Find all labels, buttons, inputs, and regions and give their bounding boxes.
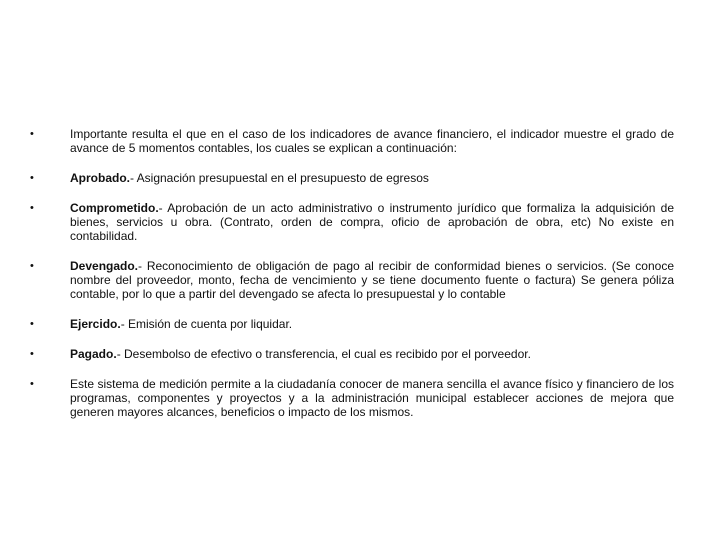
bullet-text: Importante resulta el que en el caso de los indicadores de avance financiero, el indicador muestre el grado de avance de 5 momentos contables, los cuales se explican a continuación: [70,127,674,155]
bullet-icon: • [30,172,34,184]
bullet-icon: • [30,378,34,390]
bullet-item-devengado [30,259,674,301]
bullet-item-pagado [30,347,674,361]
bullet-icon: • [30,128,34,140]
bullet-text: - Aprobación de un acto administrativo o instrumento jurídico que formaliza la adquisición de bienes, servicios u obra. (Contrato, orden de compra, oficio de aprobación de obra, etc) No existe en contabilidad. [70,201,674,243]
bullet-icon: • [30,260,34,272]
bullet-item-aprobado [30,171,674,185]
bullet-term: Comprometido. [70,201,159,215]
bullet-text: - Reconocimiento de obligación de pago al recibir de conformidad bienes o servicios. (Se conoce nombre del proveedor, monto, fecha de vencimiento y se tiene documento fuente o factura) Se genera póliza contable, por lo que a partir del devengado se afecta lo presupuestal y lo contable [70,259,674,301]
bullet-text: - Asignación presupuestal en el presupuesto de egresos [130,171,429,185]
bullet-term: Ejercido. [70,317,121,331]
bullet-term: Pagado. [70,347,117,361]
bullet-text: Este sistema de medición permite a la ciudadanía conocer de manera sencilla el avance físico y financiero de los programas, componentes y proyectos y a la administración municipal establecer acciones de mejora que generen mayores alcances, beneficios o impacto de los mismos. [70,377,674,419]
bullet-item-intro [30,127,674,155]
bullet-icon: • [30,202,34,214]
bullet-item-conclusion [30,377,674,419]
bullet-list [30,127,674,419]
bullet-text: - Emisión de cuenta por liquidar. [120,317,293,331]
bullet-icon: • [30,318,34,330]
bullet-text: - Desembolso de efectivo o transferencia, el cual es recibido por el porveedor. [116,347,531,361]
bullet-icon: • [30,348,34,360]
bullet-item-comprometido [30,201,674,243]
bullet-item-ejercido [30,317,674,331]
bullet-term: Devengado. [70,259,139,273]
bullet-term: Aprobado. [70,171,130,185]
